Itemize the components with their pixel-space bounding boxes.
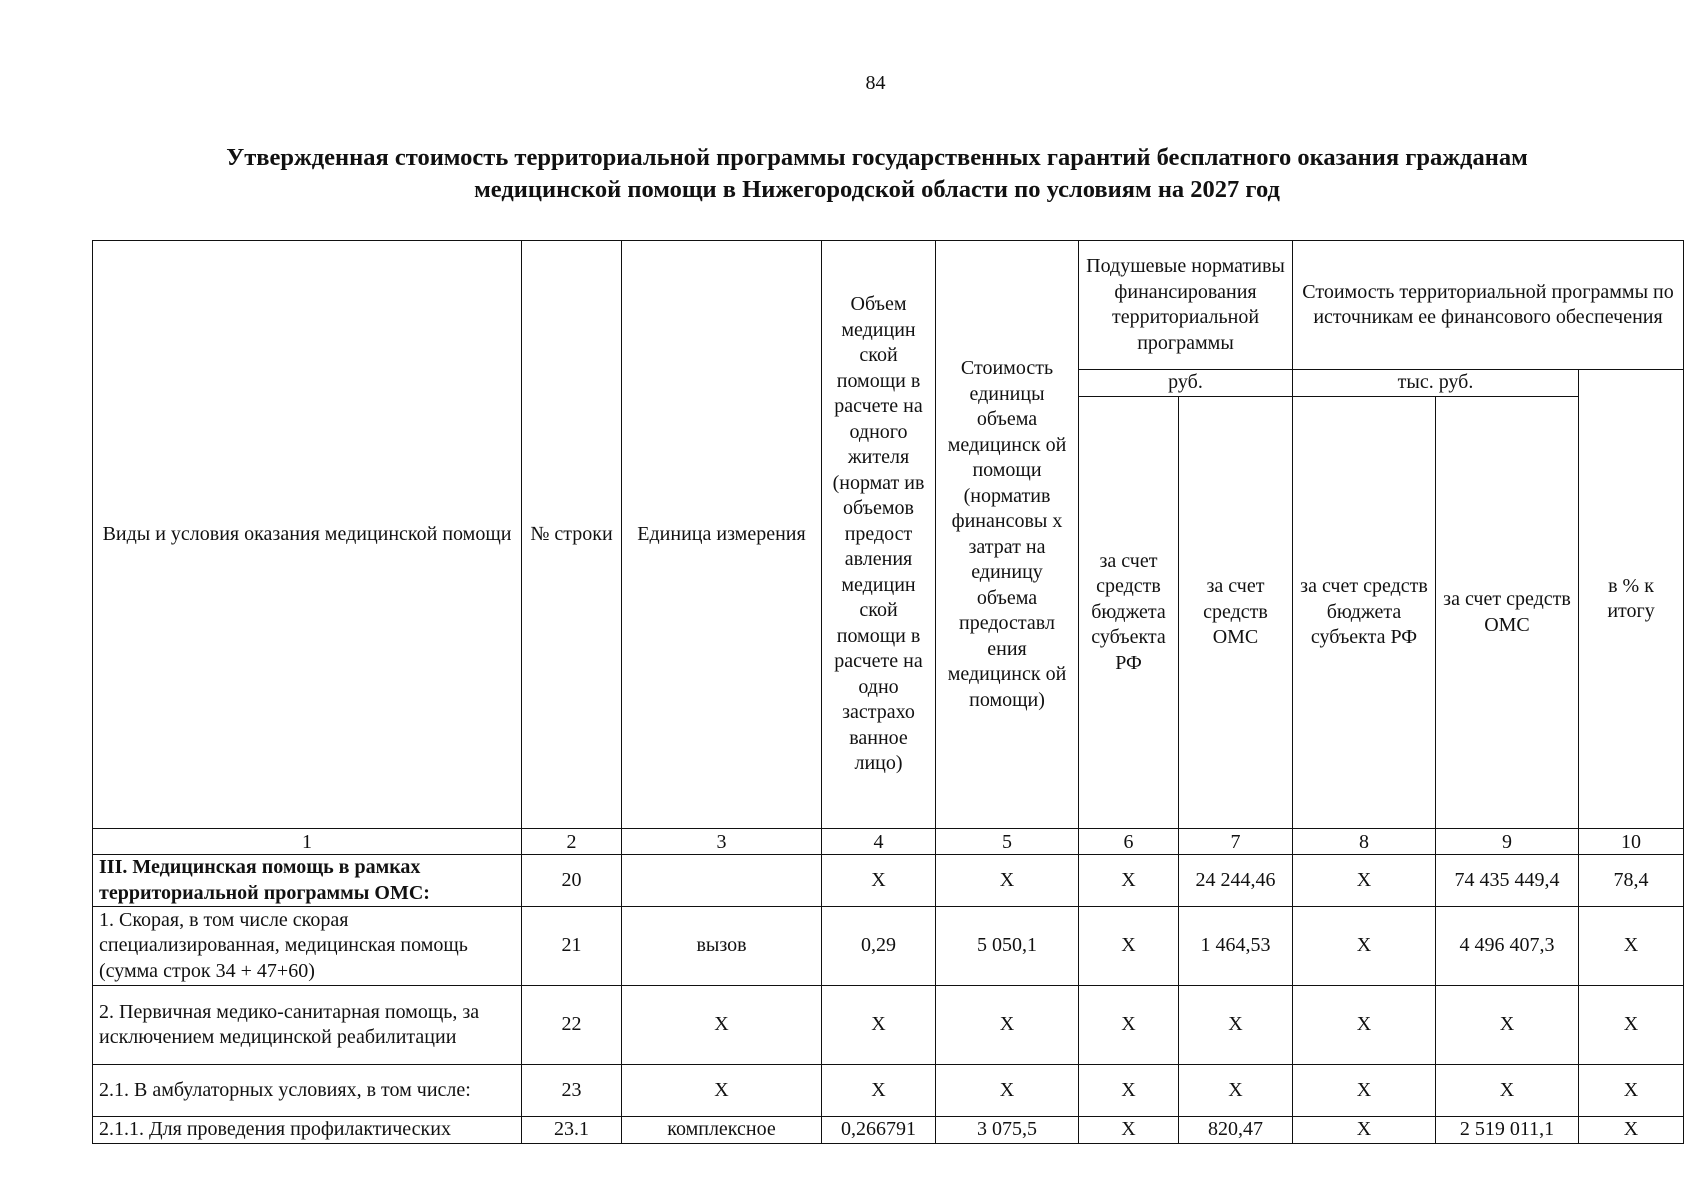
row-line-number: 23.1: [522, 1117, 622, 1144]
row-cost-oms: X: [1436, 1065, 1579, 1117]
row-line-number: 23: [522, 1065, 622, 1117]
column-number: 2: [522, 829, 622, 855]
header-pc-oms: за счет средств ОМС: [1179, 397, 1293, 829]
row-name: 2. Первичная медико-санитарная помощь, за исключением медицинской реабилитации: [93, 986, 522, 1065]
row-volume: X: [822, 1065, 936, 1117]
row-cost-oms: 4 496 407,3: [1436, 907, 1579, 986]
header-cost-group: Стоимость территориальной программы по источникам ее финансового обеспечения: [1293, 241, 1684, 370]
column-number-row: [93, 829, 1684, 855]
row-cost-budget: X: [1293, 907, 1436, 986]
row-unit: X: [622, 1065, 822, 1117]
row-pc-oms: 820,47: [1179, 1117, 1293, 1144]
header-percent: в % к итогу: [1579, 370, 1684, 829]
row-pc-budget: X: [1079, 986, 1179, 1065]
row-cost-budget: X: [1293, 1065, 1436, 1117]
row-percent: X: [1579, 986, 1684, 1065]
row-unit: [622, 855, 822, 907]
column-number: 1: [93, 829, 522, 855]
row-pc-oms: X: [1179, 1065, 1293, 1117]
column-number: 7: [1179, 829, 1293, 855]
row-pc-oms: X: [1179, 986, 1293, 1065]
row-line-number: 20: [522, 855, 622, 907]
table-row: [93, 1065, 1684, 1117]
header-cost-budget: за счет средств бюджета субъекта РФ: [1293, 397, 1436, 829]
row-cost-budget: X: [1293, 1117, 1436, 1144]
row-pc-budget: X: [1079, 855, 1179, 907]
column-number: 10: [1579, 829, 1684, 855]
column-number: 6: [1079, 829, 1179, 855]
column-number: 8: [1293, 829, 1436, 855]
row-unit: X: [622, 986, 822, 1065]
row-unit-cost: X: [936, 1065, 1079, 1117]
column-number: 3: [622, 829, 822, 855]
header-volume: Объем медицин ской помощи в расчете на одного жителя (нормат ив объемов предост авления медицин ской помощи в расчете на одно застрахо ванное лицо): [822, 241, 936, 829]
row-volume: 0,266791: [822, 1117, 936, 1144]
column-number: 5: [936, 829, 1079, 855]
header-pc-budget: за счет средств бюджета субъекта РФ: [1079, 397, 1179, 829]
page-number: 84: [865, 72, 886, 94]
row-unit-cost: 3 075,5: [936, 1117, 1079, 1144]
row-unit-cost: 5 050,1: [936, 907, 1079, 986]
row-pc-oms: 1 464,53: [1179, 907, 1293, 986]
header-per-capita-group: Подушевые нормативы финансирования территориальной программы: [1079, 241, 1293, 370]
row-name: 1. Скорая, в том числе скорая специализированная, медицинская помощь (сумма строк 34 + 47+60): [93, 907, 522, 986]
row-cost-oms: X: [1436, 986, 1579, 1065]
header-unit: Единица измерения: [622, 241, 822, 829]
title-line-2: медицинской помощи в Нижегородской области по условиям на 2027 год: [474, 176, 1280, 203]
header-unit-thousand-rub: тыс. руб.: [1293, 370, 1579, 397]
table-row: [93, 1117, 1684, 1144]
row-unit: комплексное: [622, 1117, 822, 1144]
header-service-type: Виды и условия оказания медицинской помощи: [93, 241, 522, 829]
row-line-number: 21: [522, 907, 622, 986]
row-unit-cost: X: [936, 855, 1079, 907]
row-cost-oms: 74 435 449,4: [1436, 855, 1579, 907]
row-name: III. Медицинская помощь в рамках территориальной программы ОМС:: [93, 855, 522, 907]
row-percent: X: [1579, 1117, 1684, 1144]
header-unit-cost: Стоимость единицы объема медицинск ой помощи (норматив финансовы х затрат на единицу объема предоставл ения медицинск ой помощи): [936, 241, 1079, 829]
row-name: 2.1.1. Для проведения профилактических: [93, 1117, 522, 1144]
row-unit-cost: X: [936, 986, 1079, 1065]
row-volume: X: [822, 986, 936, 1065]
header-unit-rub: руб.: [1079, 370, 1293, 397]
row-pc-budget: X: [1079, 1065, 1179, 1117]
table-row: [93, 907, 1684, 986]
row-pc-budget: X: [1079, 1117, 1179, 1144]
row-pc-oms: 24 244,46: [1179, 855, 1293, 907]
cost-table: [92, 240, 1684, 1144]
row-cost-oms: 2 519 011,1: [1436, 1117, 1579, 1144]
row-pc-budget: X: [1079, 907, 1179, 986]
column-number: 9: [1436, 829, 1579, 855]
row-volume: X: [822, 855, 936, 907]
row-cost-budget: X: [1293, 986, 1436, 1065]
table-row: [93, 855, 1684, 907]
title-line-1: Утвержденная стоимость территориальной программы государственных гарантий бесплатного оказания гражданам: [226, 144, 1528, 171]
row-line-number: 22: [522, 986, 622, 1065]
header-line-number: № строки: [522, 241, 622, 829]
row-name: 2.1. В амбулаторных условиях, в том числе:: [93, 1065, 522, 1117]
table-row: [93, 986, 1684, 1065]
document-title: [92, 142, 1662, 206]
row-percent: X: [1579, 1065, 1684, 1117]
row-percent: X: [1579, 907, 1684, 986]
row-volume: 0,29: [822, 907, 936, 986]
row-unit: вызов: [622, 907, 822, 986]
row-cost-budget: X: [1293, 855, 1436, 907]
row-percent: 78,4: [1579, 855, 1684, 907]
header-cost-oms: за счет средств ОМС: [1436, 397, 1579, 829]
column-number: 4: [822, 829, 936, 855]
